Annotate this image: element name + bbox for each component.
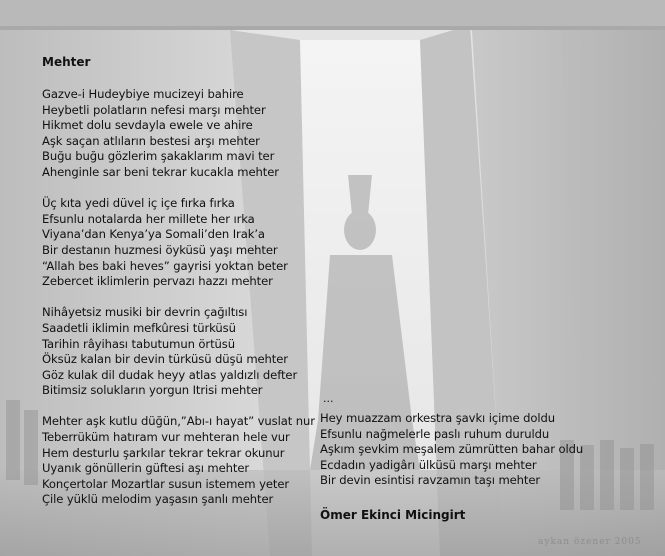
verse-line: Çile yüklü melodim yaşasın şanlı mehter xyxy=(42,492,274,507)
author-name: Ömer Ekinci Micingirt xyxy=(320,508,466,522)
verse-line: “Allah bes baki heves” gayrisi yoktan beter xyxy=(42,258,288,273)
verse-line: Nihâyetsiz musiki bir devrin çağıltısı xyxy=(42,305,248,320)
verse-line: Heybetli polatların nefesi marşı mehter xyxy=(42,102,266,117)
verse-line: Göz kulak dil dudak heyy atlas yaldızlı defter xyxy=(42,367,298,382)
verse-line: Gazve-i Hudeybiye mucizeyi bahire xyxy=(42,87,244,101)
stanza-gap xyxy=(42,181,315,197)
verse-line: Üç kıta yedi düvel iç içe fırka fırka xyxy=(42,196,235,211)
verse-line: Efsunlu notalarda her millete her ırka xyxy=(42,211,255,226)
verse-line: Uyanık gönüllerin güftesi aşı mehter xyxy=(42,461,250,476)
verse-line: Efsunlu nağmelerle paslı ruhum duruldu xyxy=(320,426,550,441)
verse-line: Ecdadın yadigârı ülküsü marşı mehter xyxy=(320,457,537,472)
poem-title: Mehter xyxy=(42,55,91,69)
verse-line: Bir devin esintisi ravzamın taşı mehter xyxy=(320,473,541,488)
verse-line: Zebercet iklimlerin pervazı hazzı mehter xyxy=(42,274,273,289)
verse-line: Aşk saçan atlıların bestesi arşı mehter xyxy=(42,133,260,148)
verse-line: Mehter aşk kutlu düğün,”Abı-ı hayat” vuslat nur xyxy=(42,414,315,429)
stanza-gap xyxy=(42,399,315,415)
stanza-1 xyxy=(42,87,315,181)
verse-line: Teberrüküm hatıram vur mehteran hele vur xyxy=(42,430,290,445)
verse-line: Bir destanın huzmesi öyküsü yaşı mehter xyxy=(42,242,278,257)
verse-line: Hem desturlu şarkılar tekrar tekrar okunur xyxy=(42,445,285,460)
verse-line: Bitimsiz solukların yorgun Itrisi mehter xyxy=(42,383,263,398)
verse-line: Tarihin râyihası tabutumun örtüsü xyxy=(42,336,235,351)
verse-line: Ahenginle sar beni tekrar kucakla mehter xyxy=(42,164,279,179)
ellipsis: ... xyxy=(323,392,334,405)
stanza-3 xyxy=(42,305,315,399)
verse-line: Konçertolar Mozartlar susun istemem yeter xyxy=(42,476,290,491)
stanza-2 xyxy=(42,196,315,290)
verse-line: Saadetli iklimin mefkûresi türküsü xyxy=(42,320,236,335)
verse-line: Aşkım şevkim meşalem zümrütten bahar oldu xyxy=(320,442,584,457)
final-stanza xyxy=(320,411,583,489)
verse-line: Viyana’dan Kenya’ya Somali’den Irak’a xyxy=(42,227,265,242)
photo-watermark: aykan özener 2005 xyxy=(538,537,642,547)
verse-line: Öksüz kalan bir devin türküsü düşü mehter xyxy=(42,352,288,367)
stanza-gap xyxy=(42,290,315,306)
verse-line: Hey muazzam orkestra şavkı içime doldu xyxy=(320,411,555,425)
stanza-4 xyxy=(42,414,315,508)
poem-body xyxy=(42,87,315,508)
verse-line: Hikmet dolu sevdayla ewele ve ahire xyxy=(42,118,253,133)
verse-line: Buğu buğu gözlerim şakaklarım mavi ter xyxy=(42,149,275,164)
